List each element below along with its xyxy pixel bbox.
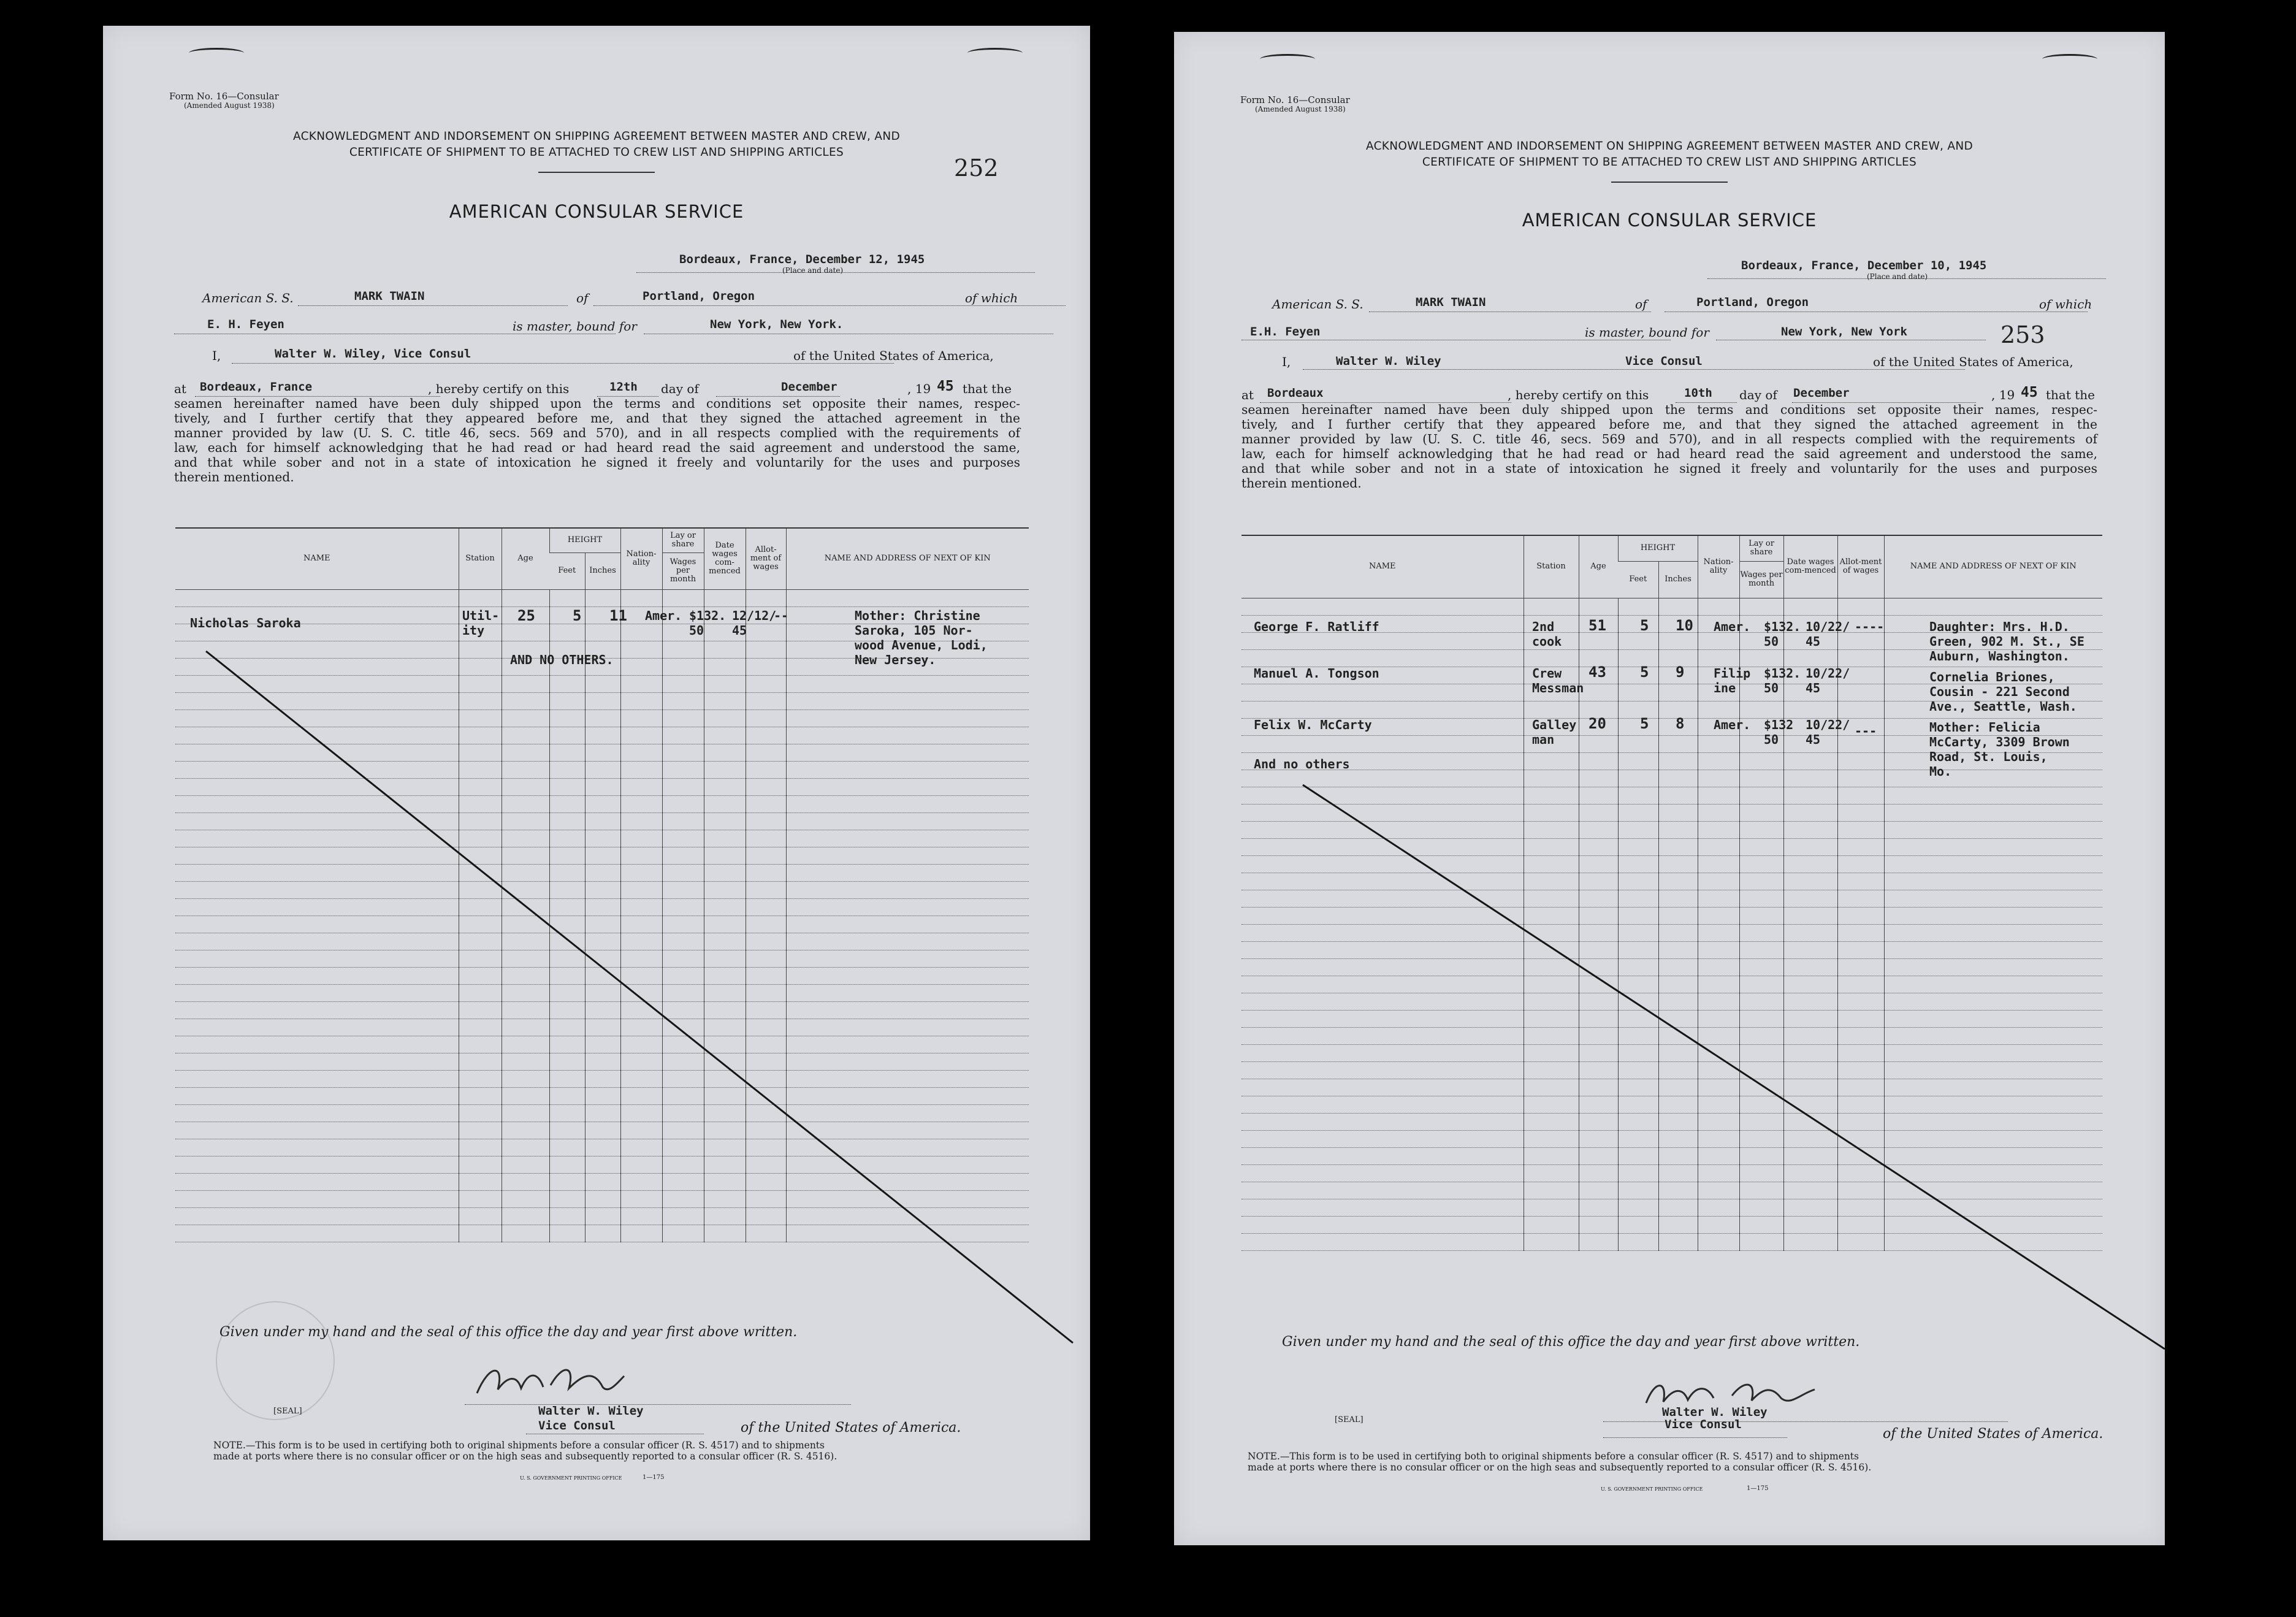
printer-mark: U. S. GOVERNMENT PRINTING OFFICE [520,1475,622,1481]
crew-name: Nicholas Saroka [190,616,301,630]
crew-name: Felix W. McCarty [1254,717,1372,732]
form-number: 253 [2000,321,2045,348]
form-label: Form No. 16—Consular (Amended August 1938) [1240,94,1350,113]
seal-label: [SEAL] [273,1407,302,1416]
crew-age: 43 [1589,663,1606,681]
crew-date-wages: 10/22/ 45 [1806,666,1850,695]
master-name: E.H. Feyen [1250,325,1321,338]
column-inches: Inches [1658,561,1698,598]
certificate-text: seamen hereinafter named have been duly shipped upon the terms and conditions set opposite their names, respec- tively, and I further certify that they appeared before me, and that they signed the attached agreement in the manner provided by law (U. S. C. title 46, secs. 569 and 570), and in all respects complied with the requirements of law, each for himself acknowledging that he had read or had heard read the said agreement and understood the same, and that while sober and not in a state of intoxication he signed it freely and voluntarily for the uses and purposes therein mentioned. [174,396,1020,484]
crew-wages: $132 50 [1764,717,1794,747]
signature [471,1358,630,1407]
seal-label: [SEAL] [1335,1415,1363,1424]
master-name: E. H. Feyen [207,318,284,331]
consular-officer: Walter W. Wiley, Vice Consul [275,347,471,361]
crew-feet: 5 [1640,617,1649,634]
printer-mark: U. S. GOVERNMENT PRINTING OFFICE [1601,1486,1703,1492]
service-title: AMERICAN CONSULAR SERVICE [1522,210,1817,231]
crew-next-of-kin: Cornelia Briones, Cousin - 221 Second Ave., Seattle, Wash. [1929,670,2077,714]
crew-inches: 11 [609,607,627,624]
column-allotment: Allot-ment of wages [1837,535,1884,598]
printer-code: 1—175 [1747,1485,1769,1492]
crew-date-wages: 10/22/ 45 [1806,619,1850,649]
crew-station: 2nd cook [1532,619,1562,649]
crew-station: Galley man [1532,717,1577,747]
crew-wages: $132. 50 [1764,619,1801,649]
crew-next-of-kin: Mother: Christine Saroka, 105 Nor- wood Avenue, Lodi, New Jersey. [855,608,988,667]
column-feet: Feet [1618,561,1658,598]
home-port: Portland, Oregon [643,289,755,303]
consular-seal-stamp [216,1301,335,1420]
united-states-text: of the United States of America. [1883,1426,2103,1442]
crew-feet: 5 [573,607,582,624]
column-age: Age [1579,535,1618,598]
column-wages: Wages per month [1739,561,1783,598]
crew-allotment: --- [1855,724,1877,738]
column-date-wages: Date wages com-menced [704,528,746,589]
crew-age: 20 [1589,715,1606,732]
signer-name: Walter W. Wiley [538,1404,644,1418]
signer-title: Vice Consul [538,1419,616,1432]
column-age: Age [502,528,549,589]
given-statement: Given under my hand and the seal of this office the day and year first above written. [1282,1334,1860,1350]
crew-nationality: Amer. [645,608,682,623]
place-date-caption: (Place and date) [1867,272,1928,281]
column-lay: Lay or share [662,528,704,552]
column-wages: Wages per month [662,552,704,589]
column-station: Station [1524,535,1579,598]
crew-wages: $132. 50 [1764,666,1801,695]
crew-nationality: Amer. [1714,619,1751,634]
certification-year: 45 [937,378,954,394]
column-name: NAME [1241,535,1524,598]
certification-year: 45 [2021,384,2038,400]
column-date-wages: Date wages com-menced [1783,535,1837,598]
cancel-line [1174,32,2165,1545]
crew-date-wages: 12/12/ 45 [732,608,777,638]
certification-day: 10th [1684,386,1712,400]
certification-month: December [781,380,837,394]
form-label: Form No. 16—Consular (Amended August 1938) [169,91,279,110]
column-lay: Lay or share [1739,535,1783,561]
given-statement: Given under my hand and the seal of this office the day and year first above written. [219,1325,798,1340]
form-note: NOTE.—This form is to be used in certifying both to original shipments before a consular officer (R. S. 4517) and to shipments made at ports where there is no consular officer or on the high seas and subsequently reported to a consular officer (R. S. 4516). [1248,1451,1872,1473]
crew-date-wages: 10/22/ 45 [1806,717,1850,747]
form-heading: ACKNOWLEDGMENT AND INDORSEMENT ON SHIPPING AGREEMENT BETWEEN MASTER AND CREW, AND CERTIFICATE OF SHIPMENT TO BE ATTACHED TO CREW LIST AND SHIPPING ARTICLES [1365,140,1974,169]
crew-inches: 8 [1676,715,1685,732]
crew-nationality: Amer. [1714,717,1751,732]
certificate-page-252: Form No. 16—Consular (Amended August 1938) ACKNOWLEDGMENT AND INDORSEMENT ON SHIPPING AGREEMENT BETWEEN MASTER AND CREW, AND CERTIFICATE OF SHIPMENT TO BE ATTACHED TO CREW LIST AND SHIPPING ARTICLES 252 AMERICAN CONSULAR SERVICE Bordeaux, France, December 12, 1945 (Place and date) American S. S. MARK TWAIN of Portland, Oregon of which E. H. Feyen is master, bound for New York, New York. I, Walter W. Wiley, Vice Consul of the United States of America, at Bordeaux, France , hereby certify on this 12th day of December , 19 45 that the seamen hereinafter named have been duly shipped upon the terms and conditions set opposite their names, respec- tively, and I further certify that they appeared before me, and that they signed the attached agreement in the manner provided by law (U. S. C. title 46, secs. 569 and 570), and in all respects complied with the requirements of law, each for himself acknowledging that he had read or had heard read the said agreement and understood the same, and that while sober and not in a state of intoxication he signed it freely and voluntarily for the uses and purposes therein mentioned. NAME Station Age HEIGHT Nation-ality Lay or share Date wages com-menced Allot-ment of wages NAME AND ADDRESS OF NEXT OF KIN Feet Inches Wages per month Nicholas Saroka Util- ity 25 5 11 Amer. $132. 50 12/12/ 45 -- Mother: Christine Saroka, 105 Nor- wood Avenue, Lodi, New Jersey. AND NO OTHERS. Given under my hand and the seal of this office the day and year first above written. [SEAL] Walter W. Wiley Vice Consul of the United States of America. NOTE.—This form is to be used in certifying both to original shipments before a consular officer (R. S. 4517) and to shipments made at ports where there is no consular officer or on the high seas and subsequently reported to a consular officer (R. S. 4516). U. S. GOVERNMENT PRINTING OFFICE 1—175 [103,26,1090,1540]
place-date: Bordeaux, France, December 12, 1945 [679,253,925,266]
destination: New York, New York. [710,318,844,331]
vessel-name: MARK TWAIN [1416,296,1486,309]
printer-code: 1—175 [643,1474,665,1481]
certification-place: Bordeaux, France [200,380,313,394]
place-date-caption: (Place and date) [782,266,844,275]
consular-officer-title: Vice Consul [1625,354,1703,368]
crew-allotment: -- [774,608,789,623]
certification-place: Bordeaux [1267,386,1324,400]
column-feet: Feet [549,552,585,589]
consular-officer: Walter W. Wiley [1336,354,1441,368]
column-next-of-kin: NAME AND ADDRESS OF NEXT OF KIN [786,528,1029,589]
form-heading: ACKNOWLEDGMENT AND INDORSEMENT ON SHIPPING AGREEMENT BETWEEN MASTER AND CREW, AND CERTIFICATE OF SHIPMENT TO BE ATTACHED TO CREW LIST AND SHIPPING ARTICLES [292,130,901,159]
column-height: HEIGHT [1618,535,1698,561]
column-station: Station [459,528,502,589]
crew-feet: 5 [1640,715,1649,732]
closing-note: And no others [1254,757,1350,771]
vessel-name: MARK TWAIN [354,289,425,303]
crew-wages: $132. 50 [689,608,727,638]
column-name: NAME [175,528,459,589]
crew-feet: 5 [1640,663,1649,681]
destination: New York, New York [1781,325,1907,338]
crew-name: Manuel A. Tongson [1254,666,1379,681]
certification-month: December [1793,386,1850,400]
place-date: Bordeaux, France, December 10, 1945 [1741,259,1987,272]
certificate-text: seamen hereinafter named have been duly shipped upon the terms and conditions set opposite their names, respec- tively, and I further certify that they appeared before me, and that they signed the attached agreement in the manner provided by law (U. S. C. title 46, secs. 569 and 570), and in all respects complied with the requirements of law, each for himself acknowledging that he had read or had heard read the said agreement and understood the same, and that while sober and not in a state of intoxication he signed it freely and voluntarily for the uses and purposes therein mentioned. [1241,402,2097,491]
crew-allotment: ---- [1855,619,1885,634]
crew-inches: 9 [1676,663,1685,681]
column-height: HEIGHT [549,528,620,552]
service-title: AMERICAN CONSULAR SERVICE [449,201,744,222]
column-next-of-kin: NAME AND ADDRESS OF NEXT OF KIN [1884,535,2102,598]
certification-day: 12th [609,380,638,394]
closing-note: AND NO OTHERS. [510,652,614,667]
crew-age: 51 [1589,617,1606,634]
form-note: NOTE.—This form is to be used in certifying both to original shipments before a consular officer (R. S. 4517) and to shipments made at ports where there is no consular officer or on the high seas and subsequently reported to a consular officer (R. S. 4516). [213,1440,837,1462]
crew-inches: 10 [1676,617,1693,634]
column-nationality: Nation-ality [620,528,662,589]
crew-age: 25 [517,607,535,624]
column-nationality: Nation-ality [1698,535,1739,598]
column-allotment: Allot-ment of wages [746,528,786,589]
crew-name: George F. Ratliff [1254,619,1379,634]
signer-title: Vice Consul [1665,1418,1742,1431]
signer-name: Walter W. Wiley [1662,1405,1768,1419]
column-inches: Inches [585,552,620,589]
united-states-text: of the United States of America. [741,1420,961,1435]
home-port: Portland, Oregon [1696,296,1809,309]
crew-station: Util- ity [462,608,500,638]
crew-next-of-kin: Mother: Felicia McCarty, 3309 Brown Road, St. Louis, Mo. [1929,720,2070,779]
crew-station: Crew Messman [1532,666,1584,695]
crew-nationality: Filip ine [1714,666,1751,695]
certificate-page-253: Form No. 16—Consular (Amended August 1938) ACKNOWLEDGMENT AND INDORSEMENT ON SHIPPING AGREEMENT BETWEEN MASTER AND CREW, AND CERTIFICATE OF SHIPMENT TO BE ATTACHED TO CREW LIST AND SHIPPING ARTICLES AMERICAN CONSULAR SERVICE Bordeaux, France, December 10, 1945 (Place and date) American S. S. MARK TWAIN of Portland, Oregon of which E.H. Feyen is master, bound for New York, New York 253 I, Walter W. Wiley Vice Consul of the United States of America, at Bordeaux , hereby certify on this 10th day of December , 19 45 that the seamen hereinafter named have been duly shipped upon the terms and conditions set opposite their names, respec- tively, and I further certify that they appeared before me, and that they signed the attached agreement in the manner provided by law (U. S. C. title 46, secs. 569 and 570), and in all respects complied with the requirements of law, each for himself acknowledging that he had read or had heard read the said agreement and understood the same, and that while sober and not in a state of intoxication he signed it freely and voluntarily for the uses and purposes therein mentioned. NAME Station Age HEIGHT Nation-ality Lay or share Date wages com-menced Allot-ment of wages NAME AND ADDRESS OF NEXT OF KIN Feet Inches Wages per month George F. Ratliff 2nd cook 51 5 10 Amer. $132. 50 10/22/ 45 ---- Daughter: Mrs. H.D. Green, 902 M. St., SE Auburn, Washington. Manuel A. Tongson Crew Messman 43 5 9 Filip ine $132. 50 10/22/ 45 Cornelia Briones, Cousin - 221 Second Ave., Seattle, Wash. Felix W. McCarty Galley man 20 5 8 Amer. $132 50 10/22/ 45 --- Mother: Felicia McCarty, 3309 Brown Road, St. Louis, Mo. And no others Given under my hand and the seal of this office the day and year first above written. [SEAL] Walter W. Wiley Vice Consul of the United States of America. NOTE.—This form is to be used in certifying both to original shipments before a consular officer (R. S. 4517) and to shipments made at ports where there is no consular officer or on the high seas and subsequently reported to a consular officer (R. S. 4516). U. S. GOVERNMENT PRINTING OFFICE 1—175 [1174,32,2165,1545]
form-number: 252 [954,155,999,182]
crew-next-of-kin: Daughter: Mrs. H.D. Green, 902 M. St., SE Auburn, Washington. [1929,619,2084,663]
